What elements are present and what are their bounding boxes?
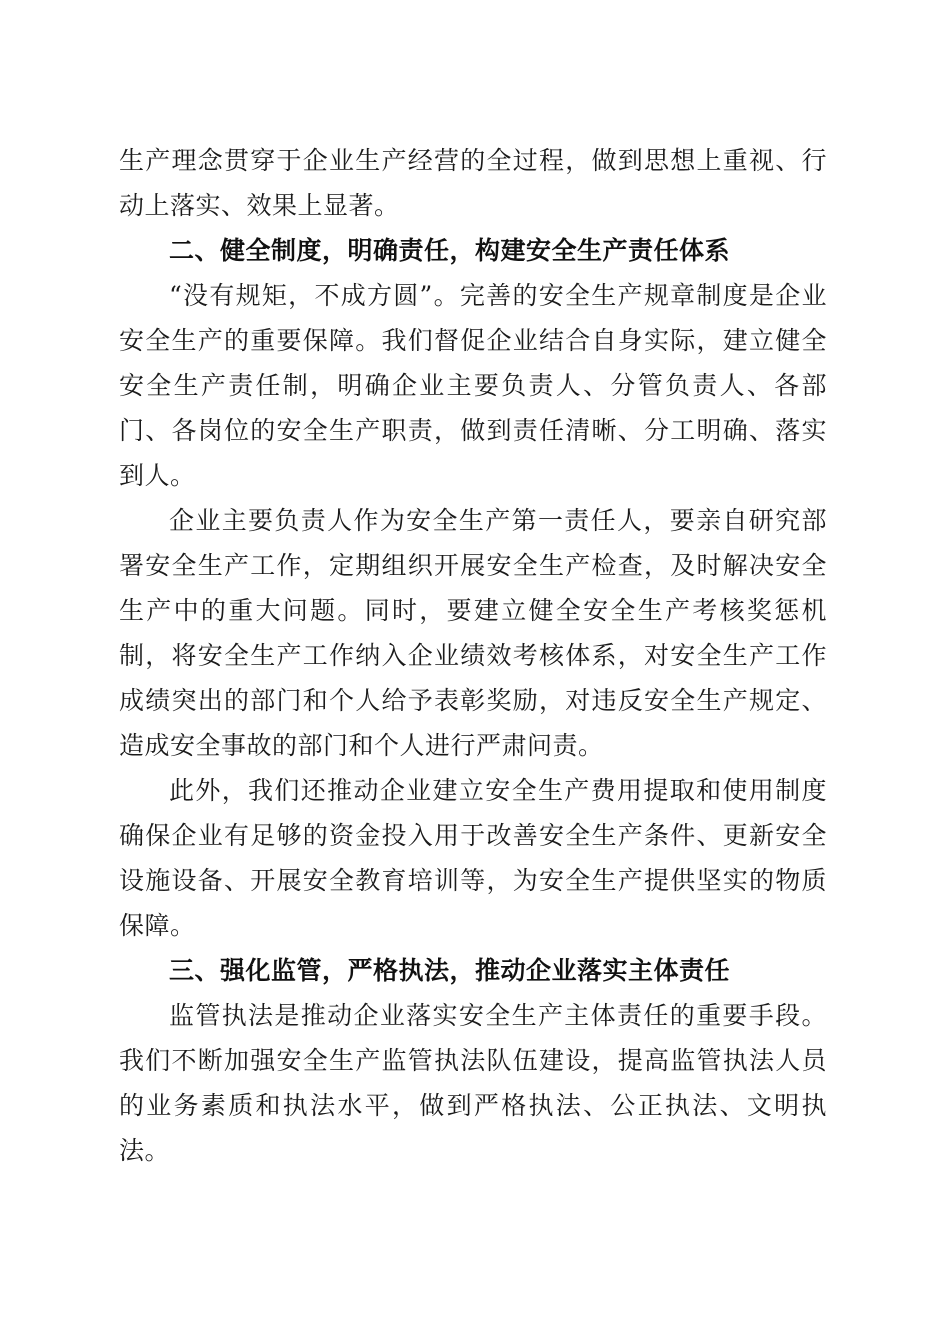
paragraph-3-1: 监管执法是推动企业落实安全生产主体责任的重要手段。我们不断加强安全生产监管执法队伍建设，提高监管执法人员的业务素质和执法水平，做到严格执法、公正执法、文明执法。	[119, 1001, 827, 1165]
document-page	[119, 138, 827, 1173]
paragraph-2-2: 企业主要负责人作为安全生产第一责任人，要亲自研究部署安全生产工作，定期组织开展安全生产检查，及时解决安全生产中的重大问题。同时，要建立健全安全生产考核奖惩机制，将安全生产工作纳入企业绩效考核体系，对安全生产工作成绩突出的部门和个人给予表彰奖励，对违反安全生产规定、造成安全事故的部门和个人进行严肃问责。	[119, 506, 827, 760]
paragraph-2-3: 此外，我们还推动企业建立安全生产费用提取和使用制度确保企业有足够的资金投入用于改善安全生产条件、更新安全设施设备、开展安全教育培训等，为安全生产提供坚实的物质保障。	[119, 776, 827, 940]
paragraph-intro: 生产理念贯穿于企业生产经营的全过程，做到思想上重视、行动上落实、效果上显著。	[119, 146, 827, 220]
section-heading-3: 三、强化监管，严格执法，推动企业落实主体责任	[169, 956, 731, 985]
paragraph-2-1: “没有规矩，不成方圆”。完善的安全生产规章制度是企业安全生产的重要保障。我们督促企业结合自身实际，建立健全安全生产责任制，明确企业主要负责人、分管负责人、各部门、各岗位的安全生产职责，做到责任清晰、分工明确、落实到人。	[119, 281, 827, 490]
section-heading-2: 二、健全制度，明确责任，构建安全生产责任体系	[169, 236, 731, 265]
